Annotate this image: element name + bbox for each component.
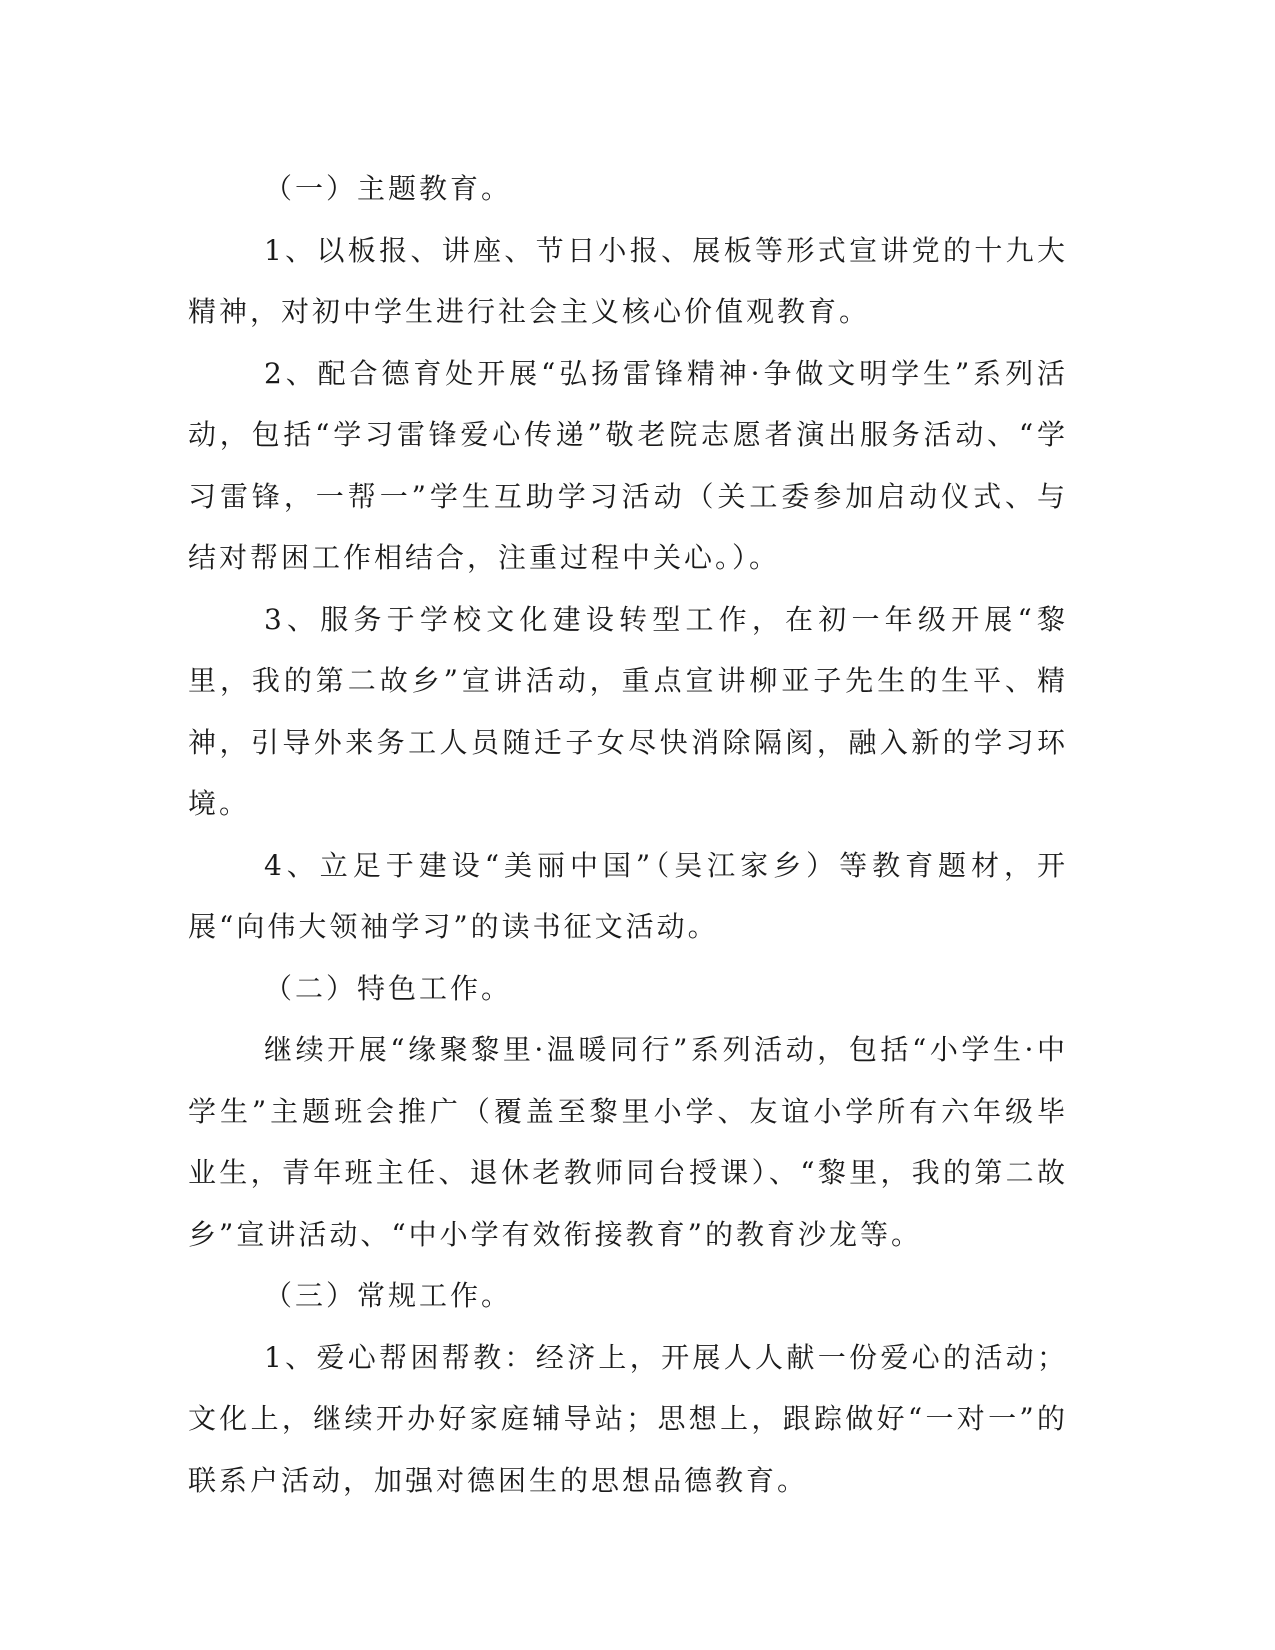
paragraph-item-1: 1、以板报、讲座、节日小报、展板等形式宣讲党的十九大精神，对初中学生进行社会主义核心价值观教育。 <box>188 233 1068 328</box>
paragraph-special-work: 继续开展“缘聚黎里·温暖同行”系列活动，包括“小学生·中学生”主题班会推广（覆盖至黎里小学、友谊小学所有六年级毕业生，青年班主任、退休老教师同台授课）、“黎里，我的第二故乡”宣讲活动、“中小学有效衔接教育”的教育沙龙等。 <box>188 1033 1068 1251</box>
paragraph-item-3: 3、服务于学校文化建设转型工作，在初一年级开展“黎里，我的第二故乡”宣讲活动，重点宣讲柳亚子先生的生平、精神，引导外来务工人员随迁子女尽快消除隔阂，融入新的学习环境。 <box>188 602 1068 820</box>
section-heading-theme-education: （一）主题教育。 <box>264 172 513 205</box>
paragraph-routine-item-1: 1、爱心帮困帮教：经济上，开展人人献一份爱心的活动；文化上，继续开办好家庭辅导站；思想上，跟踪做好“一对一”的联系户活动，加强对德困生的思想品德教育。 <box>188 1340 1068 1497</box>
document-body <box>188 158 1068 1511</box>
paragraph-item-4: 4、立足于建设“美丽中国”（吴江家乡）等教育题材，开展“向伟大领袖学习”的读书征文活动。 <box>188 848 1068 943</box>
section-heading-special-work: （二）特色工作。 <box>264 971 513 1005</box>
paragraph-item-2: 2、配合德育处开展“弘扬雷锋精神·争做文明学生”系列活动，包括“学习雷锋爱心传递”敬老院志愿者演出服务活动、“学习雷锋，一帮一”学生互助学习活动（关工委参加启动仪式、与结对帮困工作相结合，注重过程中关心。）。 <box>188 356 1068 574</box>
section-heading-routine-work: （三）常规工作。 <box>264 1279 513 1312</box>
